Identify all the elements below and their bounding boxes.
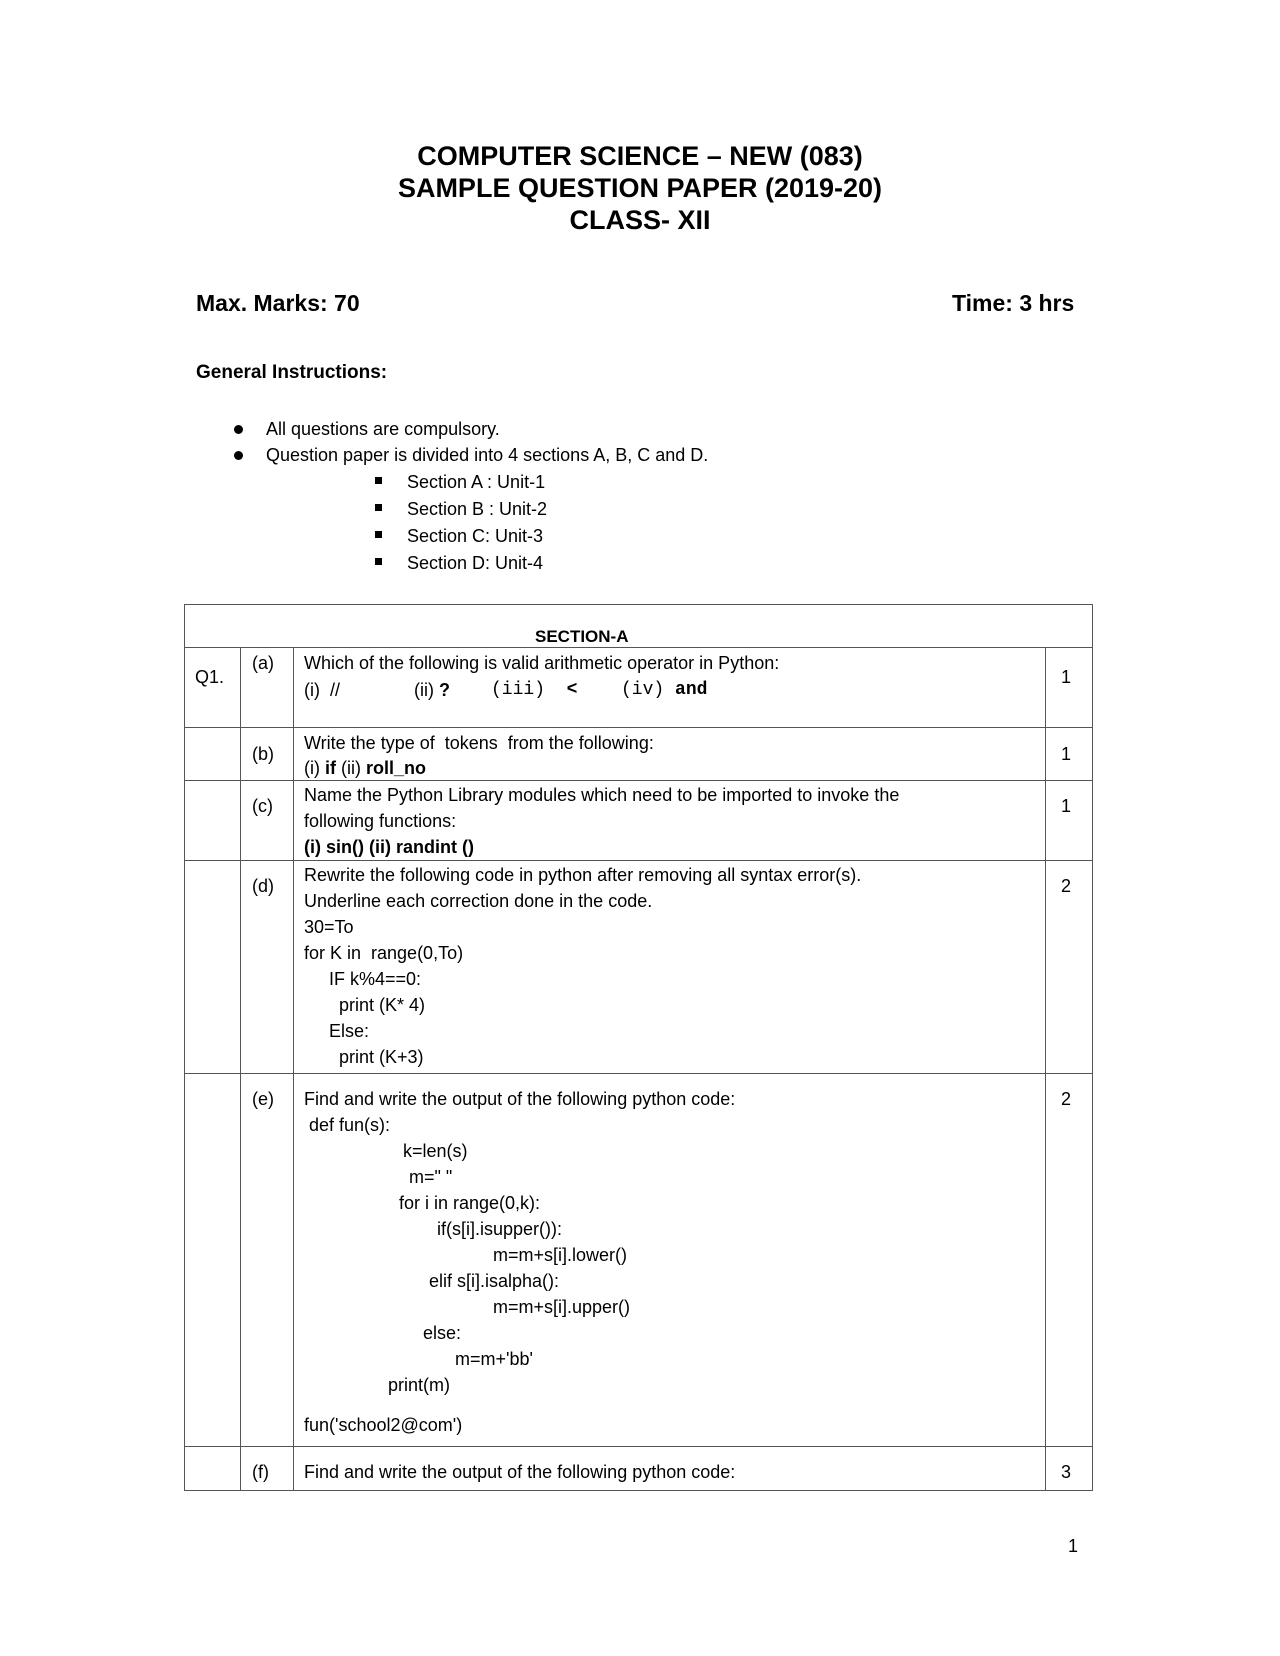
question-text: Find and write the output of the following python code:	[304, 1462, 736, 1482]
code-line: k=len(s)	[403, 1141, 468, 1161]
time-allowed: Time: 3 hrs	[952, 290, 1075, 316]
section-item: Section D: Unit-4	[407, 553, 544, 573]
code-line: m=" "	[409, 1167, 453, 1187]
part-label: (a)	[252, 653, 274, 673]
question-text: Name the Python Library modules which need to be imported to invoke the	[304, 785, 900, 805]
code-line: print(m)	[388, 1375, 450, 1395]
section-item: Section B : Unit-2	[407, 499, 548, 519]
marks: 2	[1061, 876, 1072, 896]
paper-class: CLASS- XII	[569, 205, 711, 235]
marks: 2	[1061, 1089, 1072, 1109]
page-number: 1	[1068, 1536, 1079, 1556]
option-i: (i) //	[304, 680, 340, 700]
square-bullet-icon	[375, 558, 382, 565]
code-line: elif s[i].isalpha():	[429, 1271, 560, 1291]
part-label: (d)	[252, 876, 274, 896]
code-line: print (K* 4)	[304, 995, 426, 1015]
code-line: Underline each correction done in the code.	[304, 891, 653, 911]
bullet-icon	[234, 425, 243, 434]
max-marks: Max. Marks: 70	[196, 290, 360, 316]
part-label: (e)	[252, 1089, 274, 1109]
part-label: (f)	[252, 1462, 269, 1482]
question-text: Which of the following is valid arithmetic operator in Python:	[304, 653, 780, 673]
instruction-item: All questions are compulsory.	[266, 419, 500, 439]
code-line: for K in range(0,To)	[304, 943, 464, 963]
part-label: (b)	[252, 744, 274, 764]
paper-title: COMPUTER SCIENCE – NEW (083)	[417, 141, 863, 171]
question-number: Q1.	[195, 667, 225, 687]
marks: 1	[1061, 744, 1072, 764]
square-bullet-icon	[375, 531, 382, 538]
code-line: for i in range(0,k):	[399, 1193, 541, 1213]
code-line: else:	[423, 1323, 462, 1343]
square-bullet-icon	[375, 504, 382, 511]
code-line: fun('school2@com')	[304, 1415, 463, 1435]
code-line: if(s[i].isupper()):	[437, 1219, 563, 1239]
instruction-item: Question paper is divided into 4 sections A, B, C and D.	[266, 445, 709, 465]
code-line: m=m+s[i].upper()	[493, 1297, 631, 1317]
square-bullet-icon	[375, 477, 382, 484]
code-line: print (K+3)	[304, 1047, 424, 1067]
question-text: Write the type of tokens from the following:	[304, 733, 654, 753]
code-line: m=m+'bb'	[455, 1349, 533, 1369]
code-line: def fun(s):	[304, 1115, 391, 1135]
option-iii: (iii) <	[491, 680, 578, 700]
question-items: (i) if (ii) roll_no	[304, 758, 427, 778]
section-item: Section C: Unit-3	[407, 526, 544, 546]
marks: 1	[1061, 796, 1072, 816]
marks: 3	[1061, 1462, 1072, 1482]
code-line: Find and write the output of the following python code:	[304, 1089, 736, 1109]
part-label: (c)	[252, 796, 273, 816]
code-line: 30=To	[304, 917, 354, 937]
instructions-heading: General Instructions:	[196, 362, 388, 383]
question-table	[184, 604, 1093, 1491]
bullet-icon	[234, 451, 243, 460]
option-ii: (ii) ?	[414, 680, 451, 700]
question-items: (i) sin() (ii) randint ()	[304, 837, 474, 857]
section-title: SECTION-A	[535, 627, 629, 646]
code-line: Rewrite the following code in python after removing all syntax error(s).	[304, 865, 862, 885]
code-line: IF k%4==0:	[304, 969, 422, 989]
paper-subtitle: SAMPLE QUESTION PAPER (2019-20)	[397, 173, 883, 203]
marks: 1	[1061, 667, 1072, 687]
option-iv: (iv) and	[621, 680, 708, 700]
code-line: Else:	[304, 1021, 370, 1041]
section-item: Section A : Unit-1	[407, 472, 546, 492]
question-text: following functions:	[304, 811, 457, 831]
code-line: m=m+s[i].lower()	[493, 1245, 628, 1265]
